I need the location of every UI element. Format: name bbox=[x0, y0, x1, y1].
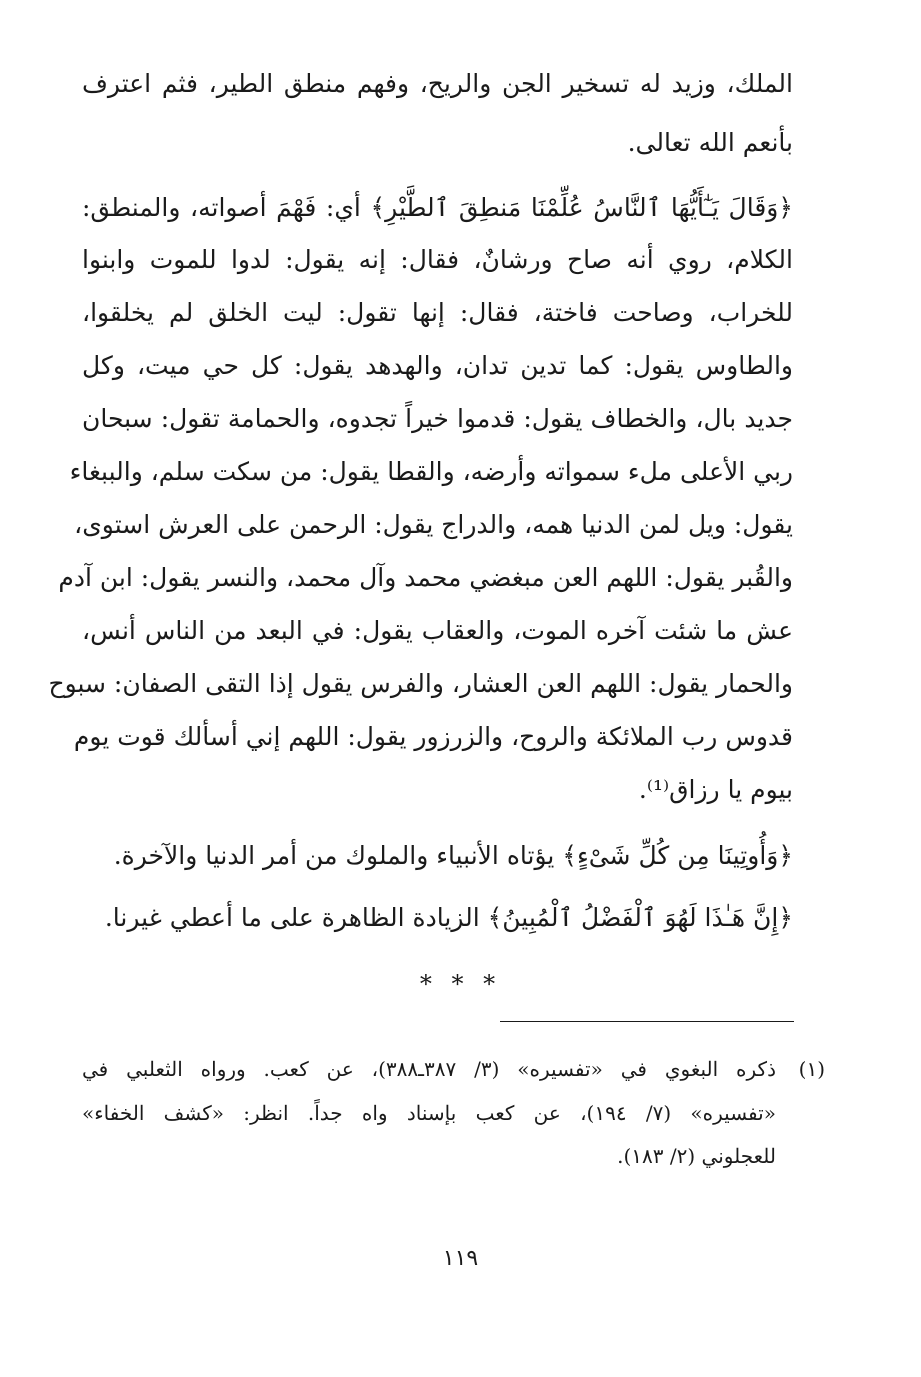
body-line: ربي الأعلى ملء سمواته وأرضه، والقطا يقول: من سكت سلم، والببغاء bbox=[69, 457, 793, 486]
section-separator: * * * bbox=[419, 970, 502, 998]
body-line: بأنعم الله تعالى. bbox=[627, 128, 793, 157]
body-line: والطاوس يقول: كما تدين تدان، والهدهد يقول: كل حي ميت، وكل bbox=[82, 351, 793, 380]
footnote-number: (١) bbox=[798, 1057, 825, 1081]
body-line: للخراب، وصاحت فاختة، فقال: إنها تقول: ليت الخلق لم يخلقوا، bbox=[82, 298, 793, 327]
quran-verse-line: ﴿إِنَّ هَـٰذَا لَهُوَ ٱلْفَضْلُ ٱلْمُبِينُ﴾ الزيادة الظاهرة على ما أعطي غيرنا. bbox=[104, 903, 793, 932]
body-line: بيوم يا رزاق⁽¹⁾. bbox=[638, 775, 793, 804]
body-line: الملك، وزيد له تسخير الجن والريح، وفهم منطق الطير، فثم اعترف bbox=[82, 69, 793, 98]
quran-verse-line: ﴿وَقَالَ يَـٰٓأَيُّهَا ٱلنَّاسُ عُلِّمْنَا مَنطِقَ ٱلطَّيْرِ﴾ أي: فَهْمَ أصواته، والمنطق: bbox=[82, 193, 793, 222]
footnote-line: «تفسيره» (٧/ ١٩٤)، عن كعب بإسناد واه جداً. انظر: «كشف الخفاء» bbox=[82, 1101, 776, 1125]
body-line: الكلام، روي أنه صاح ورشانٌ، فقال: إنه يقول: لدوا للموت وابنوا bbox=[82, 245, 793, 274]
footnote-line: ذكره البغوي في «تفسيره» (٣/ ٣٨٧ـ٣٨٨)، عن كعب. ورواه الثعلبي في bbox=[82, 1057, 776, 1081]
body-line: يقول: ويل لمن الدنيا همه، والدراج يقول: الرحمن على العرش استوى، bbox=[74, 510, 793, 539]
body-line: جديد بال، والخطاف يقول: قدموا خيراً تجدوه، والحمامة تقول: سبحان bbox=[82, 404, 793, 433]
body-line: عش ما شئت آخره الموت، والعقاب يقول: في البعد من الناس أنس، bbox=[82, 616, 793, 645]
body-line: قدوس رب الملائكة والروح، والزرزور يقول: اللهم إني أسألك قوت يوم bbox=[73, 722, 793, 751]
footnote-line: للعجلوني (٢/ ١٨٣). bbox=[617, 1144, 776, 1168]
quran-verse-line: ﴿وَأُوتِينَا مِن كُلِّ شَىْءٍ﴾ يؤتاه الأنبياء والملوك من أمر الدنيا والآخرة. bbox=[113, 841, 793, 870]
footnote-divider bbox=[500, 1021, 794, 1022]
page-number: ١١٩ bbox=[442, 1246, 479, 1271]
body-line: والقُبر يقول: اللهم العن مبغضي محمد وآل محمد، والنسر يقول: ابن آدم bbox=[58, 563, 793, 592]
body-line: والحمار يقول: اللهم العن العشار، والفرس يقول إذا التقى الصفان: سبوح bbox=[48, 669, 793, 698]
